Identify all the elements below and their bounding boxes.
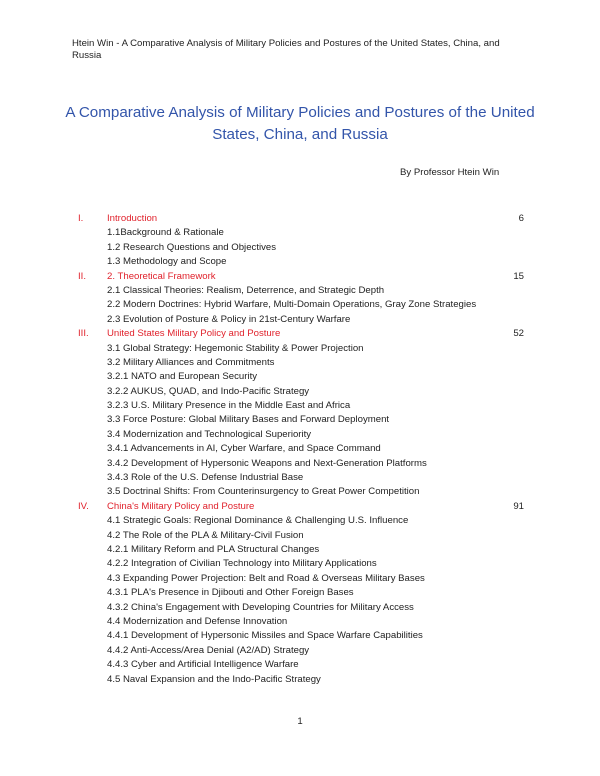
chapter-title: Introduction xyxy=(107,213,158,224)
toc-entry[interactable] xyxy=(0,356,600,370)
toc-entry-label: 4.3.2 China's Engagement with Developing Countries for Military Access xyxy=(107,601,414,613)
toc-entry[interactable] xyxy=(0,471,600,485)
chapter-title: China's Military Policy and Posture xyxy=(107,500,255,512)
toc-entry[interactable] xyxy=(0,298,600,312)
toc-entry[interactable] xyxy=(0,615,600,629)
toc-entry-label: 3.4.3 Role of the U.S. Defense Industrial Base xyxy=(107,472,304,484)
toc-entry-label: 3.1 Global Strategy: Hegemonic Stability & Power Projection xyxy=(107,342,364,354)
toc-entry[interactable] xyxy=(0,442,600,456)
chapter-title: United States Military Policy and Posture xyxy=(107,328,281,340)
toc-entry-label: 3.2.1 NATO and European Security xyxy=(107,371,258,383)
toc-entry-label: 2.2 Modern Doctrines: Hybrid Warfare, Multi-Domain Operations, Gray Zone Strategies xyxy=(107,299,477,311)
toc-entry-label: 3.5 Doctrinal Shifts: From Counterinsurgency to Great Power Competition xyxy=(107,486,420,498)
toc-entry-label: 3.4 Modernization and Technological Superiority xyxy=(107,428,312,440)
toc-entry[interactable] xyxy=(0,543,600,557)
chapter-number: II. xyxy=(78,270,86,282)
toc-entry[interactable] xyxy=(0,673,600,687)
chapter-page: 91 xyxy=(513,500,524,512)
toc-entry[interactable] xyxy=(0,586,600,600)
toc-entry[interactable] xyxy=(0,529,600,543)
toc-entry-label: 4.4.3 Cyber and Artificial Intelligence Warfare xyxy=(107,659,299,671)
toc-entry[interactable] xyxy=(0,313,600,327)
toc-entry[interactable] xyxy=(0,241,600,255)
document-title: A Comparative Analysis of Military Policies and Postures of the United States, China, and Russia xyxy=(65,104,535,143)
toc-chapter-4[interactable] xyxy=(0,500,600,514)
toc-entry[interactable] xyxy=(0,644,600,658)
toc-entry[interactable] xyxy=(0,629,600,643)
toc-entry[interactable] xyxy=(0,457,600,471)
toc-entry[interactable] xyxy=(0,601,600,615)
table-of-contents xyxy=(0,212,600,687)
toc-entry[interactable] xyxy=(0,413,600,427)
page-number: 1 xyxy=(297,716,303,727)
chapter-page: 6 xyxy=(518,213,524,224)
running-header: Htein Win - A Comparative Analysis of Military Policies and Postures of the United States, China, and Russia xyxy=(72,38,500,61)
toc-entry[interactable] xyxy=(0,370,600,384)
toc-chapter-2[interactable] xyxy=(0,270,600,284)
toc-entry-label: 4.3 Expanding Power Projection: Belt and Road & Overseas Military Bases xyxy=(107,572,425,584)
toc-entry[interactable] xyxy=(0,514,600,528)
toc-chapter-3[interactable] xyxy=(0,327,600,341)
toc-entry[interactable] xyxy=(0,284,600,298)
toc-entry[interactable] xyxy=(0,572,600,586)
chapter-page: 15 xyxy=(513,270,524,282)
chapter-number: IV. xyxy=(78,500,89,512)
toc-entry-label: 3.2 Military Alliances and Commitments xyxy=(107,356,275,368)
toc-entry-label: 1.3 Methodology and Scope xyxy=(107,256,227,268)
toc-entry-label: 3.3 Force Posture: Global Military Bases and Forward Deployment xyxy=(107,414,390,426)
toc-entry[interactable] xyxy=(0,342,600,356)
toc-entry-label: 4.4.1 Development of Hypersonic Missiles and Space Warfare Capabilities xyxy=(107,630,423,642)
chapter-title: 2. Theoretical Framework xyxy=(107,270,216,282)
toc-entry-label: 3.2.3 U.S. Military Presence in the Middle East and Africa xyxy=(107,400,351,412)
toc-entry-label: 1.1Background & Rationale xyxy=(107,227,224,239)
toc-entry-label: 4.5 Naval Expansion and the Indo-Pacific Strategy xyxy=(107,673,321,685)
toc-entry[interactable] xyxy=(0,658,600,672)
toc-entry[interactable] xyxy=(0,485,600,499)
toc-entry[interactable] xyxy=(0,385,600,399)
toc-entry[interactable] xyxy=(0,428,600,442)
toc-entry-label: 4.4.2 Anti-Access/Area Denial (A2/AD) Strategy xyxy=(107,644,310,656)
toc-entry-label: 4.4 Modernization and Defense Innovation xyxy=(107,615,288,627)
toc-entry-label: 3.4.2 Development of Hypersonic Weapons and Next-Generation Platforms xyxy=(107,457,427,469)
toc-entry-label: 4.2 The Role of the PLA & Military-Civil Fusion xyxy=(107,529,304,541)
toc-entry[interactable] xyxy=(0,399,600,413)
author-line: By Professor Htein Win xyxy=(400,167,500,178)
toc-entry-label: 3.2.2 AUKUS, QUAD, and Indo-Pacific Strategy xyxy=(107,385,310,397)
toc-entry-label: 4.2.1 Military Reform and PLA Structural Changes xyxy=(107,544,320,555)
chapter-page: 52 xyxy=(513,328,524,340)
toc-entry-label: 4.1 Strategic Goals: Regional Dominance & Challenging U.S. Influence xyxy=(107,515,409,527)
chapter-number: III. xyxy=(78,328,89,340)
toc-entry[interactable] xyxy=(0,255,600,269)
toc-entry-label: 4.3.1 PLA's Presence in Djibouti and Other Foreign Bases xyxy=(107,587,354,599)
toc-entry-label: 1.2 Research Questions and Objectives xyxy=(107,241,277,253)
toc-entry-label: 4.2.2 Integration of Civilian Technology into Military Applications xyxy=(107,558,377,570)
toc-entry[interactable] xyxy=(0,226,600,240)
toc-entry-label: 3.4.1 Advancements in AI, Cyber Warfare, and Space Command xyxy=(107,443,381,455)
toc-chapter-1[interactable] xyxy=(0,212,600,226)
toc-entry[interactable] xyxy=(0,557,600,571)
toc-entry-label: 2.3 Evolution of Posture & Policy in 21st-Century Warfare xyxy=(107,313,351,325)
toc-entry-label: 2.1 Classical Theories: Realism, Deterrence, and Strategic Depth xyxy=(107,284,385,296)
chapter-number: I. xyxy=(78,213,84,224)
